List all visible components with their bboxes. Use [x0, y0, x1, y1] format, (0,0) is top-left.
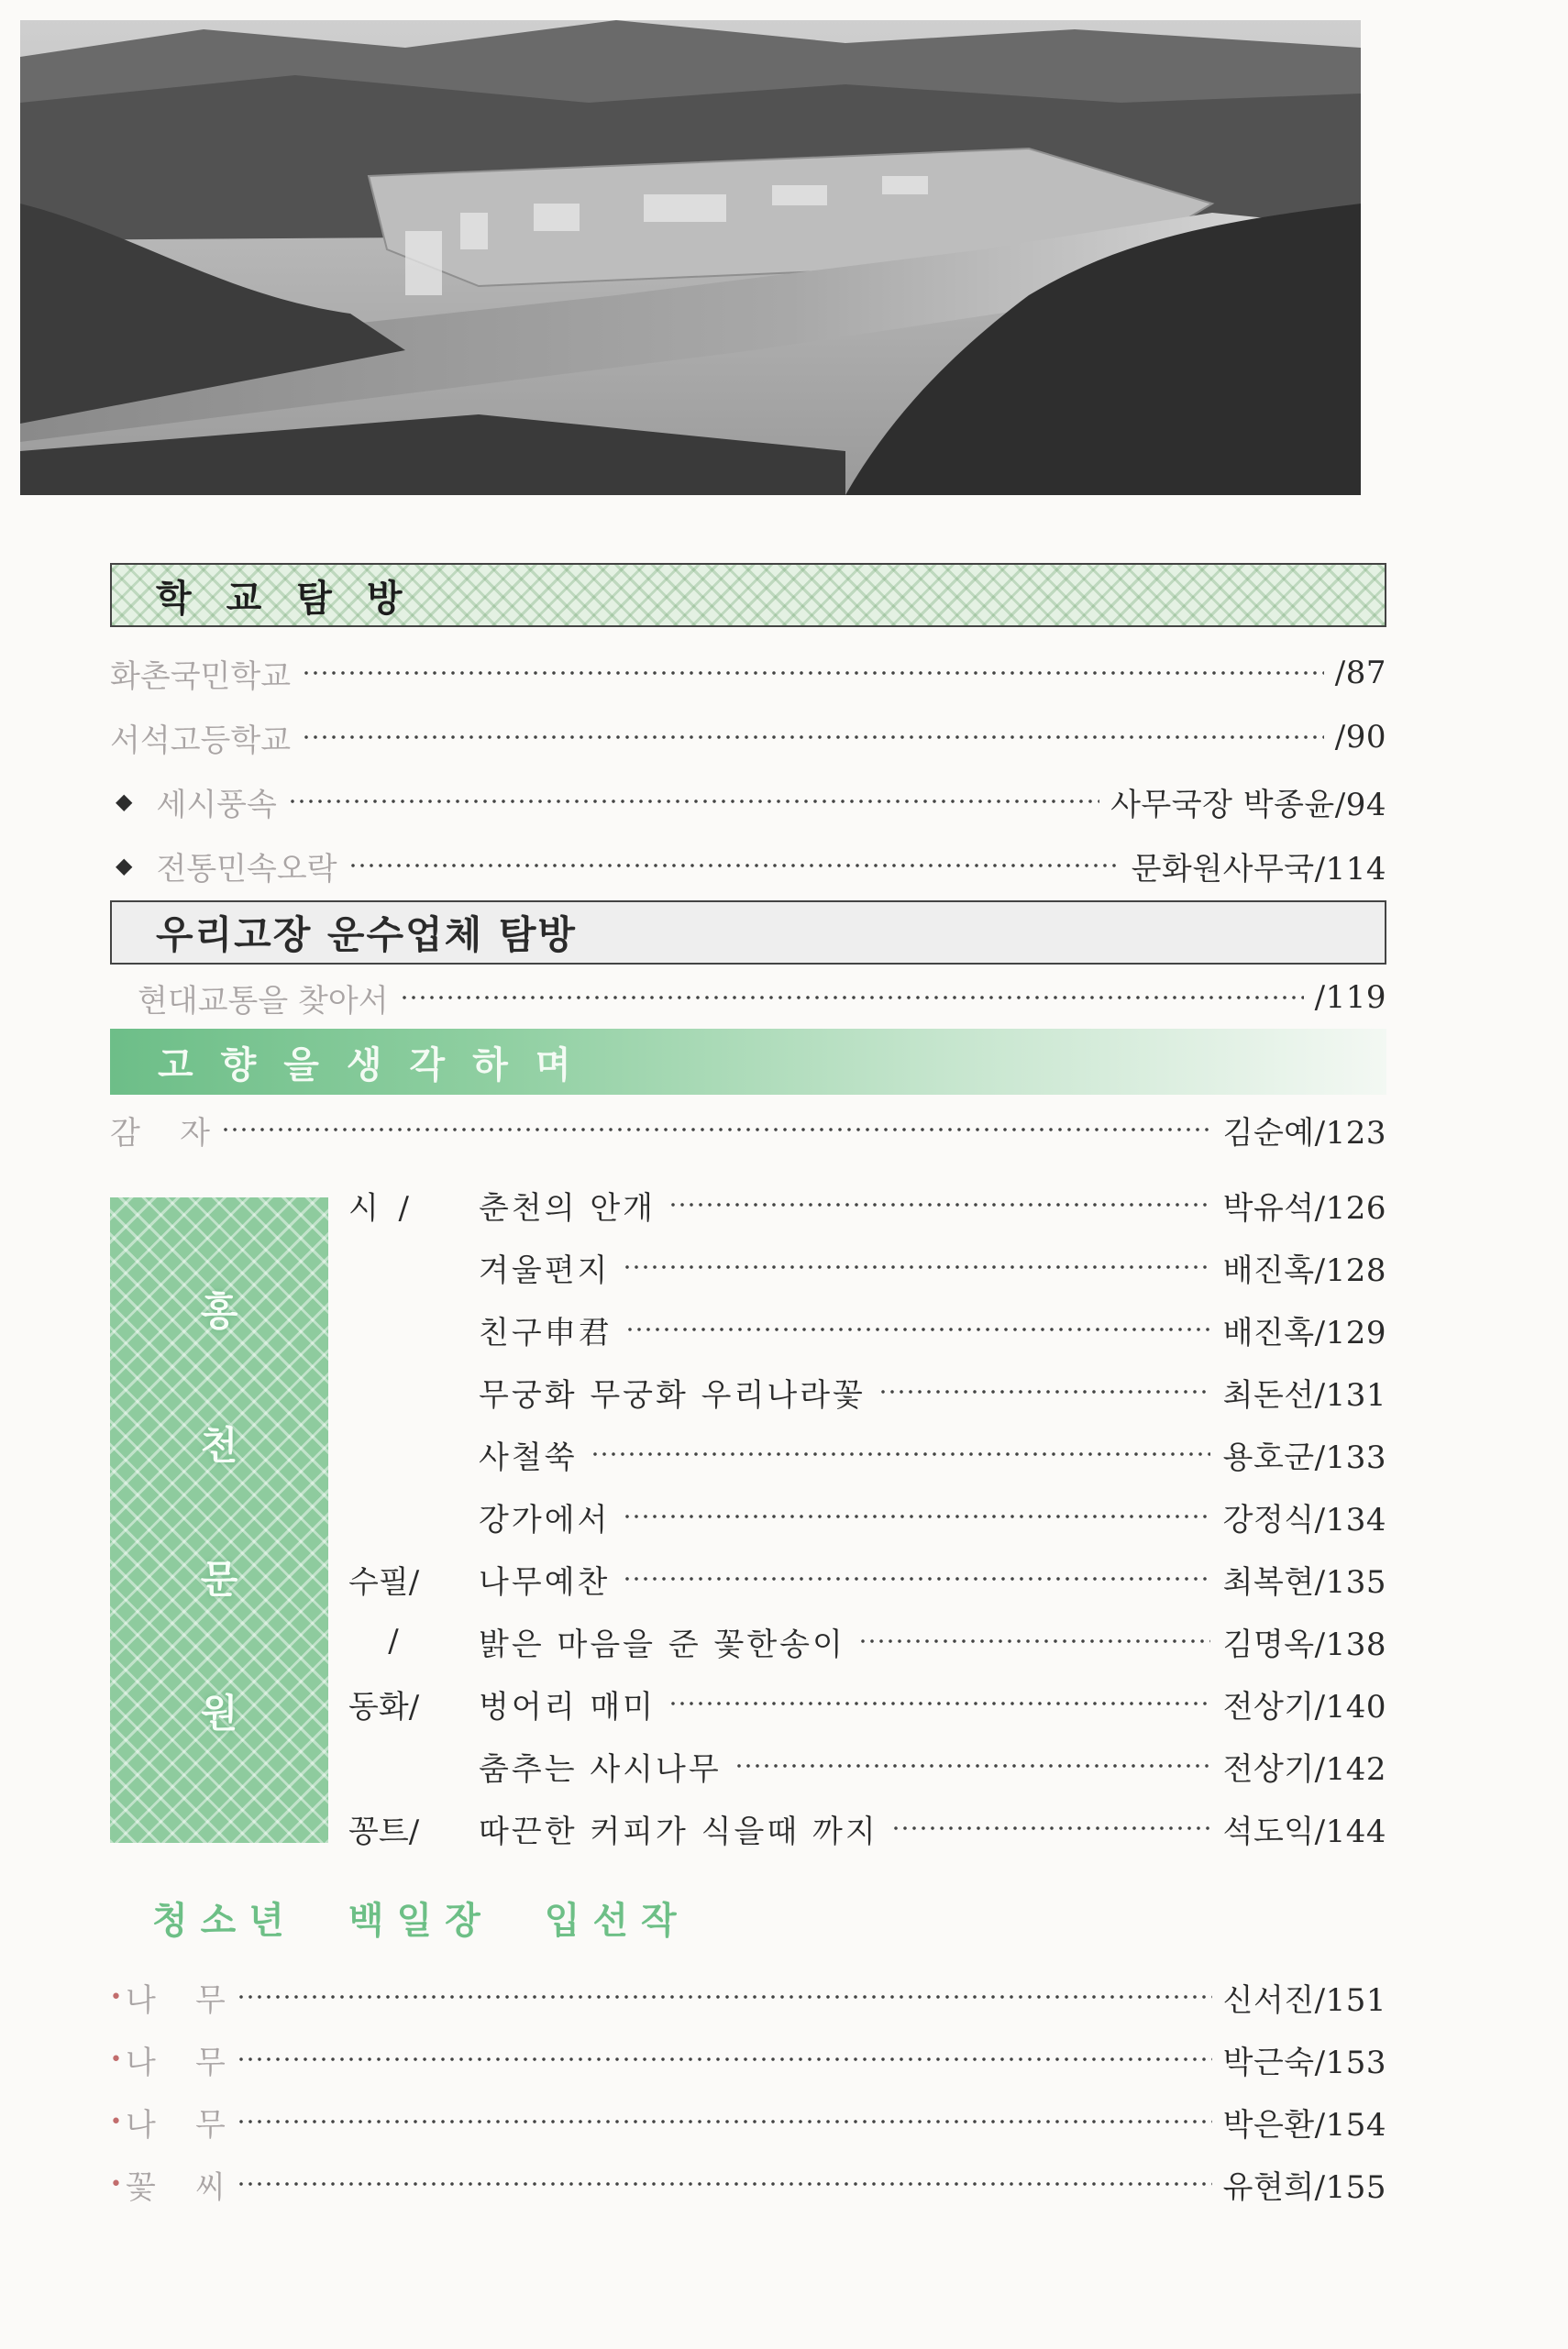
- entry-page-ref: 용호군/133: [1222, 1439, 1386, 1476]
- toc-entry[interactable]: [110, 2158, 1386, 2210]
- side-label-char: 천: [200, 1423, 238, 1468]
- entry-page-ref: 최복현/135: [1222, 1563, 1386, 1601]
- toc-entry[interactable]: [110, 2034, 1386, 2085]
- literature-entry[interactable]: [348, 1553, 1386, 1605]
- toc-entry[interactable]: [110, 2096, 1386, 2147]
- diamond-bullet-icon: ◆: [116, 853, 133, 878]
- literature-entry[interactable]: [348, 1304, 1386, 1355]
- genre-label: 수필/: [348, 1563, 420, 1601]
- entry-title: 무궁화 무궁화 우리나라꽃: [479, 1376, 866, 1414]
- entry-page-ref: 전상기/142: [1222, 1750, 1386, 1788]
- section-title: 청소년 백일장 입선작: [152, 1899, 690, 1942]
- entry-page-ref: 문화원사무국/114: [1131, 850, 1386, 888]
- entry-page-ref: 강정식/134: [1222, 1501, 1386, 1538]
- entry-title: 춤추는 사시나무: [479, 1750, 722, 1788]
- dot-leader: [891, 1826, 1210, 1830]
- dot-leader: [668, 1702, 1210, 1705]
- dot-leader: [400, 996, 1304, 999]
- entry-page-ref: 배진혹/129: [1222, 1314, 1386, 1351]
- dot-leader: [348, 864, 1121, 867]
- section-title: 학교탐방: [156, 577, 437, 620]
- entry-page-ref: /119: [1314, 979, 1386, 1016]
- bullet-dot-icon: •: [110, 2047, 122, 2071]
- bullet-dot-icon: •: [110, 1985, 122, 2009]
- dot-leader: [625, 1328, 1210, 1331]
- entry-page-ref: 최돈선/131: [1222, 1376, 1386, 1414]
- literature-entry[interactable]: [348, 1740, 1386, 1792]
- dot-leader: [288, 800, 1099, 803]
- dot-leader: [623, 1265, 1209, 1269]
- dot-leader: [302, 735, 1324, 739]
- dot-leader: [237, 2182, 1212, 2186]
- dot-leader: [668, 1203, 1210, 1207]
- dot-leader: [623, 1515, 1209, 1518]
- genre-label: /: [348, 1623, 399, 1660]
- entry-page-ref: 박유석/126: [1222, 1189, 1386, 1227]
- dot-leader: [221, 1128, 1212, 1131]
- toc-entry[interactable]: [110, 647, 1386, 699]
- entry-title: 전통민속오락: [156, 850, 337, 888]
- toc-entry[interactable]: [110, 840, 1386, 891]
- dot-leader: [237, 2057, 1212, 2061]
- entry-title: 세시풍속: [156, 786, 277, 823]
- entry-page-ref: 김순예/123: [1222, 1114, 1386, 1152]
- entry-page-ref: /90: [1334, 719, 1386, 755]
- bullet-dot-icon: •: [110, 2110, 122, 2134]
- literature-entry[interactable]: [348, 1678, 1386, 1729]
- entry-page-ref: 김명옥/138: [1222, 1626, 1386, 1663]
- diamond-bullet-icon: ◆: [116, 789, 133, 814]
- entry-title: 꽃 씨: [125, 2168, 226, 2206]
- literature-entry[interactable]: [348, 1241, 1386, 1293]
- literature-entry[interactable]: [348, 1803, 1386, 1854]
- toc-entry[interactable]: [110, 972, 1386, 1023]
- section-header-hometown: [110, 1029, 1386, 1095]
- landscape-photo: [20, 20, 1361, 495]
- side-label-char: 홍: [200, 1289, 238, 1334]
- toc-entry[interactable]: [110, 1971, 1386, 2023]
- literature-entry[interactable]: [348, 1366, 1386, 1417]
- side-label-char: 원: [200, 1691, 238, 1736]
- entry-title: 겨울편지: [479, 1252, 611, 1289]
- genre-label: 꽁트/: [348, 1813, 420, 1850]
- section-title: 우리고장 운수업체 탐방: [156, 912, 577, 957]
- entry-title: 나 무: [125, 2106, 226, 2144]
- toc-entry[interactable]: [110, 711, 1386, 763]
- entry-title: 벙어리 매미: [479, 1688, 657, 1726]
- entry-title: 나 무: [125, 1981, 226, 2019]
- entry-title: 친구申君: [479, 1314, 613, 1351]
- section-header-school-visit: [110, 563, 1386, 627]
- entry-page-ref: 배진혹/128: [1222, 1252, 1386, 1289]
- entry-page-ref: 유현희/155: [1222, 2168, 1386, 2206]
- section-header-transport: [110, 900, 1386, 965]
- entry-page-ref: 사무국장 박종윤/94: [1110, 786, 1386, 823]
- literature-entry[interactable]: [348, 1616, 1386, 1667]
- entry-title: 나 무: [125, 2044, 226, 2081]
- entry-title: 나무예찬: [479, 1563, 611, 1601]
- entry-title: 서석고등학교: [110, 722, 292, 759]
- entry-page-ref: 신서진/151: [1222, 1981, 1386, 2019]
- dot-leader: [302, 671, 1324, 675]
- dot-leader: [591, 1452, 1210, 1456]
- entry-page-ref: 박근숙/153: [1222, 2044, 1386, 2081]
- entry-page-ref: 석도익/144: [1222, 1813, 1386, 1850]
- dot-leader: [858, 1639, 1210, 1643]
- bullet-dot-icon: •: [110, 2172, 122, 2196]
- section-header-youth-contest: [152, 1885, 690, 1949]
- entry-title: 사철쑥: [479, 1439, 578, 1476]
- entry-page-ref: 박은환/154: [1222, 2106, 1386, 2144]
- toc-entry[interactable]: [110, 1104, 1386, 1155]
- entry-title: 감 자: [110, 1114, 210, 1152]
- dot-leader: [734, 1764, 1210, 1768]
- dot-leader: [878, 1390, 1210, 1394]
- genre-label: 시 /: [348, 1189, 409, 1227]
- entry-title: 화촌국민학교: [110, 657, 292, 695]
- literature-entry[interactable]: [348, 1179, 1386, 1230]
- entry-title: 밝은 마음을 준 꽃한송이: [479, 1626, 845, 1663]
- entry-title: 현대교통을 찾아서: [138, 982, 389, 1020]
- entry-title: 춘천의 안개: [479, 1189, 657, 1227]
- entry-page-ref: /87: [1334, 655, 1386, 691]
- genre-label: 동화/: [348, 1688, 420, 1726]
- entry-title: 강가에서: [479, 1501, 611, 1538]
- side-label-char: 문: [200, 1557, 238, 1602]
- dot-leader: [237, 1995, 1212, 1999]
- toc-entry[interactable]: [110, 776, 1386, 827]
- dot-leader: [237, 2120, 1212, 2123]
- entry-title: 따끈한 커피가 식을때 까지: [479, 1813, 878, 1850]
- literature-entry[interactable]: [348, 1491, 1386, 1542]
- literature-entry[interactable]: [348, 1428, 1386, 1480]
- section-title: 고향을생각하며: [158, 1043, 599, 1086]
- dot-leader: [623, 1577, 1209, 1581]
- literature-side-panel: [110, 1197, 328, 1843]
- entry-page-ref: 전상기/140: [1222, 1688, 1386, 1726]
